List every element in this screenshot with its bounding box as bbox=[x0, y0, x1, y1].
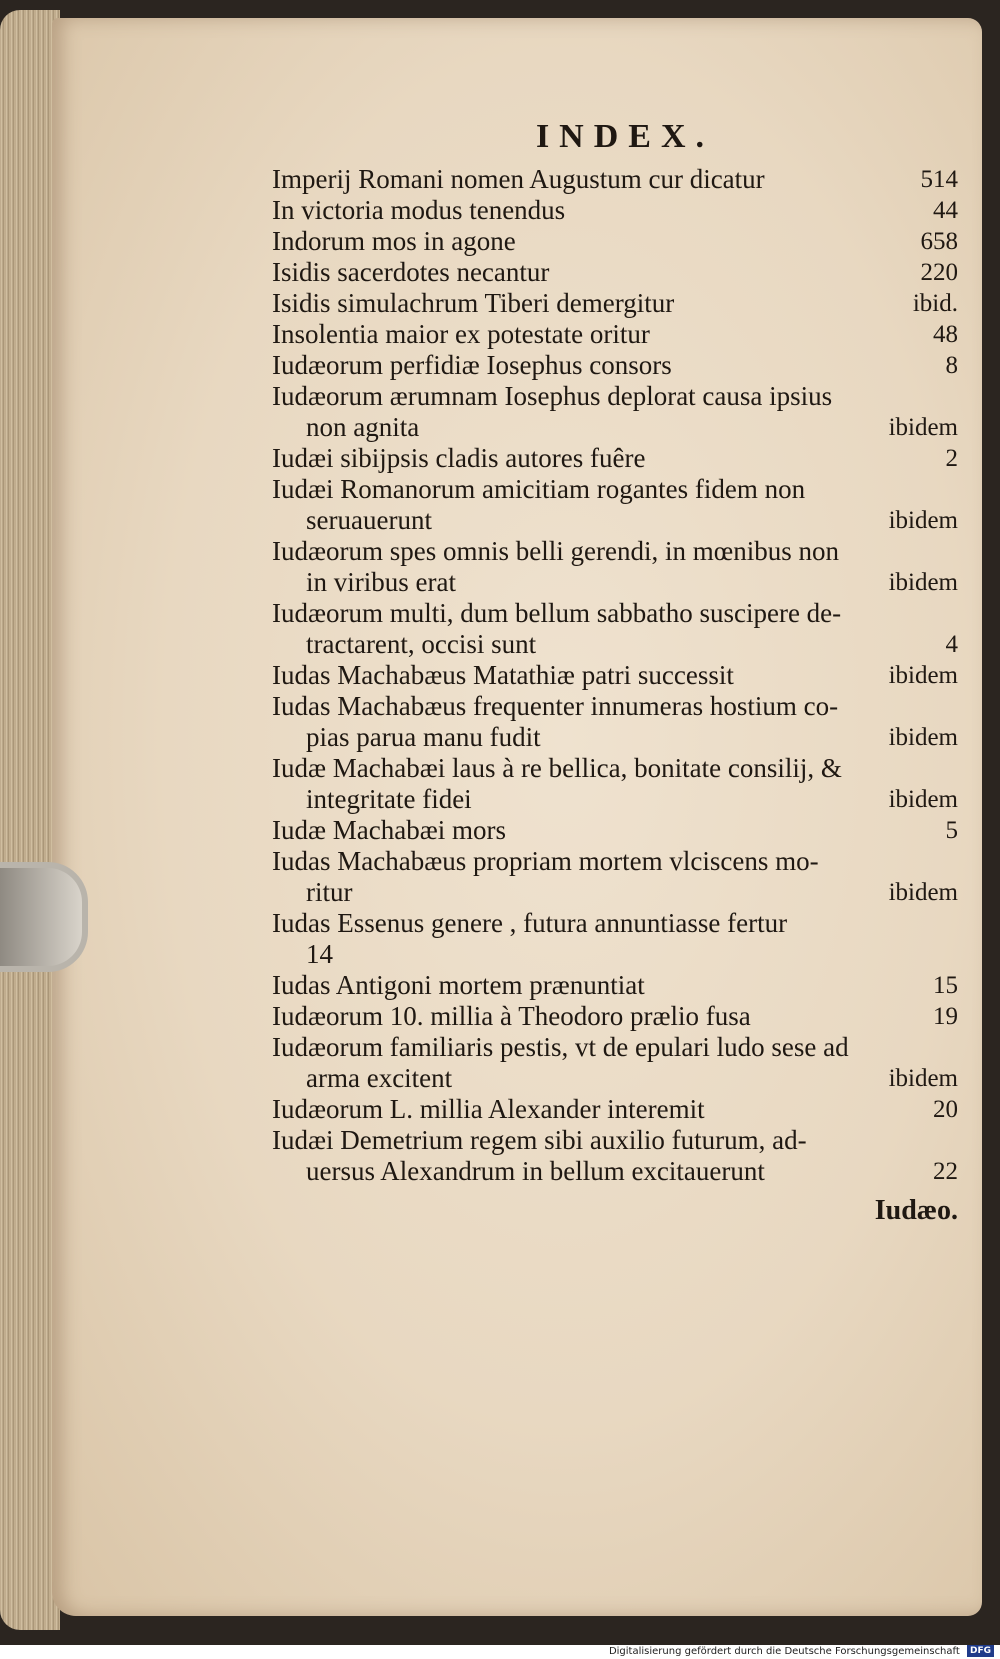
page-edges bbox=[0, 10, 60, 1630]
index-entry bbox=[272, 753, 958, 815]
entry-page-ref: 19 bbox=[933, 1003, 958, 1030]
entry-page-ref: 4 bbox=[945, 631, 958, 658]
index-entry bbox=[272, 319, 958, 350]
index-entry bbox=[272, 598, 958, 660]
entry-page-ref: 22 bbox=[933, 1158, 958, 1185]
entry-continuation: seruauerunt bbox=[306, 505, 432, 535]
entry-text: Iudæorum familiaris pestis, vt de epulari ludo sese ad bbox=[272, 1032, 849, 1062]
entry-page-ref: 5 bbox=[945, 817, 958, 844]
entry-text: Iudæi sibijpsis cladis autores fuêre bbox=[272, 443, 646, 473]
entry-page-ref: ibidem bbox=[888, 507, 958, 534]
index-entry bbox=[272, 691, 958, 753]
index-entry bbox=[272, 815, 958, 846]
catchword: Iudæo. bbox=[874, 1195, 958, 1226]
index-entry bbox=[272, 226, 958, 257]
index-entry bbox=[272, 257, 958, 288]
index-entry bbox=[272, 908, 958, 970]
index-entry bbox=[272, 1094, 958, 1125]
entry-text: Indorum mos in agone bbox=[272, 226, 516, 256]
entry-page-ref: 15 bbox=[933, 972, 958, 999]
entry-page-ref: 220 bbox=[920, 259, 958, 286]
entry-text: Iudas Machabæus propriam mortem vlciscens mo- bbox=[272, 846, 819, 876]
index-entry bbox=[272, 1001, 958, 1032]
index-entries bbox=[272, 164, 958, 1187]
entry-continuation: integritate fidei bbox=[306, 784, 472, 814]
entry-text: Iudas Machabæus frequenter innumeras hostium co- bbox=[272, 691, 839, 721]
index-entry bbox=[272, 846, 958, 908]
entry-continuation: tractarent, occisi sunt bbox=[306, 629, 537, 659]
index-entry bbox=[272, 443, 958, 474]
entry-text: Isidis sacerdotes necantur bbox=[272, 257, 550, 287]
entry-text: In victoria modus tenendus bbox=[272, 195, 566, 225]
entry-text: Iudæ Machabæi laus à re bellica, bonitate consilij, & bbox=[272, 753, 842, 783]
entry-text: Iudæorum L. millia Alexander interemit bbox=[272, 1094, 705, 1124]
entry-text: Iudæorum ærumnam Iosephus deplorat causa ipsius bbox=[272, 381, 833, 411]
entry-continuation: 14 bbox=[306, 939, 333, 969]
index-entry bbox=[272, 350, 958, 381]
dfg-logo: DFG bbox=[967, 1645, 994, 1657]
index-entry bbox=[272, 970, 958, 1001]
index-entry bbox=[272, 288, 958, 319]
entry-page-ref: 514 bbox=[920, 166, 958, 193]
entry-continuation: arma excitent bbox=[306, 1063, 453, 1093]
entry-page-ref: ibidem bbox=[888, 414, 958, 441]
index-entry bbox=[272, 381, 958, 443]
index-entry bbox=[272, 164, 958, 195]
entry-page-ref: 48 bbox=[933, 321, 958, 348]
entry-page-ref: ibidem bbox=[888, 662, 958, 689]
entry-page-ref: 8 bbox=[945, 352, 958, 379]
entry-text: Iudas Machabæus Matathiæ patri successit bbox=[272, 660, 734, 690]
index-entry bbox=[272, 195, 958, 226]
footer-credit: Digitalisierung gefördert durch die Deutsche Forschungsgemeinschaft bbox=[608, 1646, 960, 1657]
entry-text: Iudæorum spes omnis belli gerendi, in mœnibus non bbox=[272, 536, 839, 566]
entry-text: Iudæorum multi, dum bellum sabbatho suscipere de- bbox=[272, 598, 842, 628]
entry-continuation: pias parua manu fudit bbox=[306, 722, 541, 752]
index-content bbox=[272, 118, 958, 1229]
index-entry bbox=[272, 474, 958, 536]
entry-text: Isidis simulachrum Tiberi demergitur bbox=[272, 288, 675, 318]
entry-text: Iudæ Machabæi mors bbox=[272, 815, 506, 845]
entry-page-ref: ibidem bbox=[888, 879, 958, 906]
entry-continuation: ritur bbox=[306, 877, 353, 907]
entry-text: Insolentia maior ex potestate oritur bbox=[272, 319, 650, 349]
book-clasp bbox=[0, 862, 88, 972]
page-heading: INDEX. bbox=[535, 118, 715, 155]
entry-continuation: uersus Alexandrum in bellum excitauerunt bbox=[306, 1156, 765, 1186]
entry-text: Iudæi Demetrium regem sibi auxilio futurum, ad- bbox=[272, 1125, 807, 1155]
digitization-footer bbox=[0, 1645, 1000, 1659]
entry-page-ref: ibidem bbox=[888, 569, 958, 596]
entry-text: Imperij Romani nomen Augustum cur dicatur bbox=[272, 164, 765, 194]
entry-page-ref: ibidem bbox=[888, 724, 958, 751]
entry-text: Iudæi Romanorum amicitiam rogantes fidem non bbox=[272, 474, 806, 504]
index-entry bbox=[272, 1032, 958, 1094]
entry-page-ref: ibidem bbox=[888, 1065, 958, 1092]
entry-continuation: in viribus erat bbox=[306, 567, 456, 597]
entry-text: Iudas Essenus genere , futura annuntiasse fertur bbox=[272, 908, 788, 938]
entry-page-ref: ibidem bbox=[888, 786, 958, 813]
entry-page-ref: 44 bbox=[933, 197, 958, 224]
entry-continuation: non agnita bbox=[306, 412, 420, 442]
entry-page-ref: 658 bbox=[920, 228, 958, 255]
index-entry bbox=[272, 536, 958, 598]
entry-text: Iudas Antigoni mortem prænuntiat bbox=[272, 970, 645, 1000]
entry-text: Iudæorum perfidiæ Iosephus consors bbox=[272, 350, 672, 380]
entry-page-ref: ibid. bbox=[912, 290, 958, 317]
entry-page-ref: 20 bbox=[933, 1096, 958, 1123]
index-entry bbox=[272, 660, 958, 691]
index-entry bbox=[272, 1125, 958, 1187]
entry-page-ref: 2 bbox=[945, 445, 958, 472]
entry-text: Iudæorum 10. millia à Theodoro prælio fusa bbox=[272, 1001, 751, 1031]
